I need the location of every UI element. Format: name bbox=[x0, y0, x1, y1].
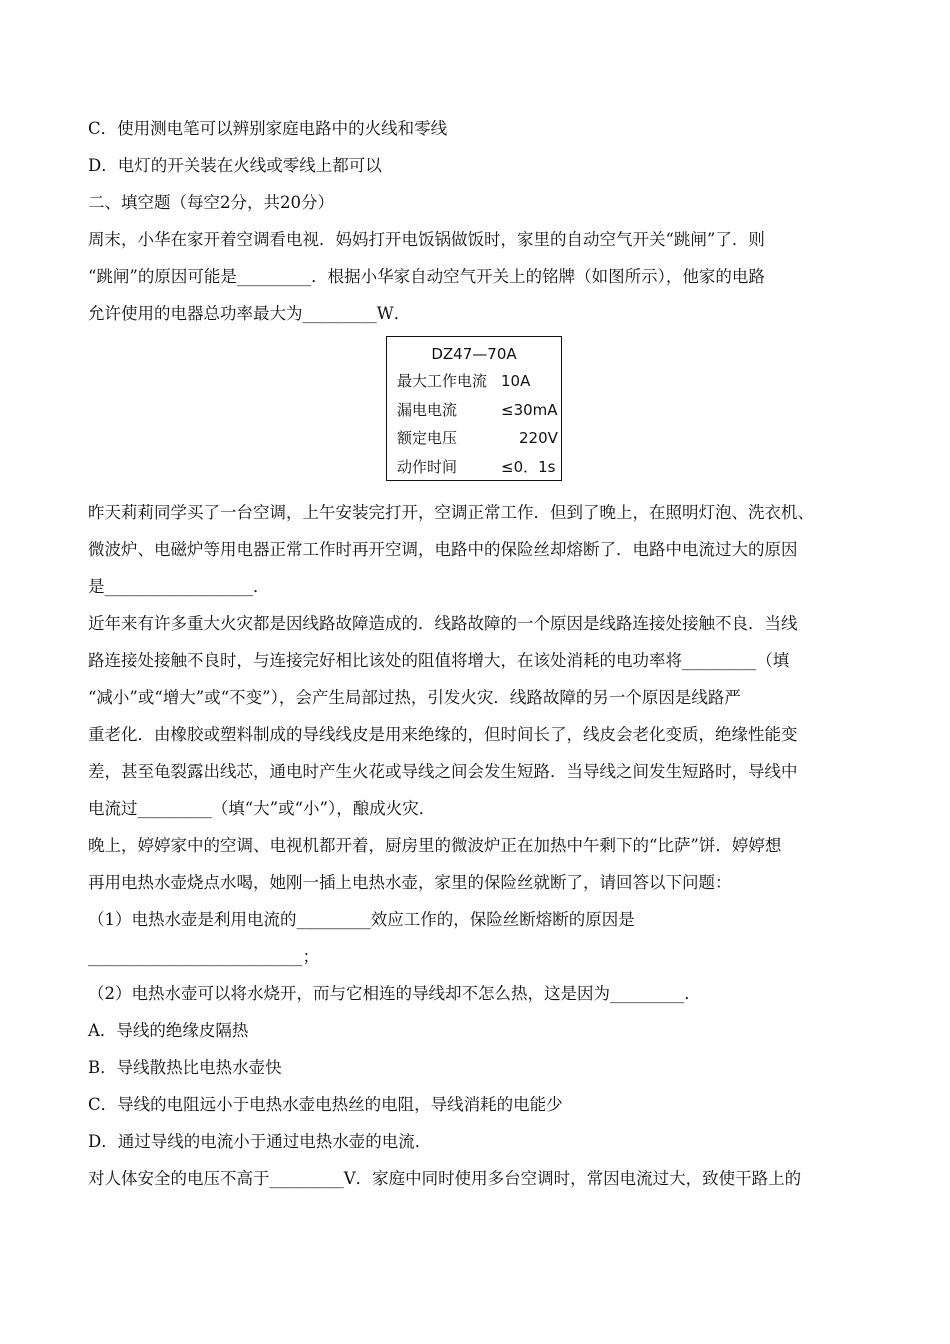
nameplate-value: 10A bbox=[501, 372, 531, 390]
option-d-line: D．通过导线的电流小于通过电热水壶的电流． bbox=[88, 1132, 432, 1151]
nameplate-label: 额定电压 bbox=[397, 429, 458, 447]
question-2-line-1: 昨天莉莉同学买了一台空调，上午安装完打开，空调正常工作．但到了晚上，在照明灯泡、洗衣机、 bbox=[88, 503, 814, 522]
question-3-line-2: 路连接处接触不良时，与连接完好相比该处的阻值将增大，在该处消耗的电功率将_________（填 bbox=[88, 651, 790, 670]
bottom-text-block bbox=[88, 494, 888, 1197]
question-2-line-2: 微波炉、电磁炉等用电器正常工作时再开空调，电路中的保险丝却熔断了．电路中电流过大的原因 bbox=[88, 540, 798, 559]
nameplate-figure bbox=[88, 332, 888, 492]
question-3-line-1: 近年来有许多重大火灾都是因线路故障造成的．线路故障的一个原因是线路连接处接触不良．当线 bbox=[88, 614, 798, 633]
question-4-line-2: 再用电热水壶烧点水喝，她刚一插上电热水壶，家里的保险丝就断了，请回答以下问题： bbox=[88, 873, 732, 892]
nameplate-value: 220V bbox=[519, 429, 558, 447]
question-4-part-1-blank: __________________________； bbox=[88, 947, 319, 966]
question-1-line-2: “跳闸”的原因可能是_________．根据小华家自动空气开关上的铭牌（如图所示），他家的电路 bbox=[88, 267, 765, 286]
nameplate-title: DZ47—70A bbox=[431, 345, 517, 363]
nameplate-row bbox=[397, 453, 561, 482]
nameplate-value: ≤0．1s bbox=[501, 457, 556, 476]
question-4-line-1: 晚上，婷婷家中的空调、电视机都开着，厨房里的微波炉正在加热中午剩下的“比萨”饼．婷婷想 bbox=[88, 836, 782, 855]
option-c-line: C．使用测电笔可以辨别家庭电路中的火线和零线 bbox=[88, 119, 448, 138]
option-b-line: B．导线散热比电热水壶快 bbox=[88, 1058, 282, 1077]
nameplate-label: 动作时间 bbox=[397, 457, 458, 476]
nameplate-value: ≤30mA bbox=[501, 400, 558, 419]
option-a-line: A．导线的绝缘皮隔热 bbox=[88, 1021, 249, 1040]
question-1-line-1: 周末，小华在家开着空调看电视．妈妈打开电饭锅做饭时，家里的自动空气开关“跳闸”了．则 bbox=[88, 230, 765, 249]
option-d-line: D．电灯的开关装在火线或零线上都可以 bbox=[88, 156, 382, 175]
top-text-block bbox=[88, 110, 888, 332]
question-3-line-6: 电流过_________（填“大”或“小”），酿成火灾． bbox=[88, 799, 436, 818]
question-4-part-2: （2）电热水壶可以将水烧开，而与它相连的导线却不怎么热，这是因为_________． bbox=[88, 984, 701, 1003]
nameplate-row bbox=[397, 367, 561, 396]
question-3-line-3: “减小”或“增大”或“不变”），会产生局部过热，引发火灾．线路故障的另一个原因是线路严 bbox=[88, 688, 741, 707]
breaker-nameplate bbox=[386, 336, 562, 481]
question-3-line-5: 差，甚至龟裂露出线芯，通电时产生火花或导线之间会发生短路．当导线之间发生短路时，导线中 bbox=[88, 762, 798, 781]
question-3-line-4: 重老化．由橡胶或塑料制成的导线线皮是用来绝缘的，但时间长了，线皮会老化变质，绝缘性能变 bbox=[88, 725, 798, 744]
question-4-part-1: （1）电热水壶是利用电流的_________效应工作的，保险丝断熔断的原因是 bbox=[88, 910, 635, 929]
section-heading: 二、填空题（每空2分，共20分） bbox=[88, 193, 334, 212]
question-1-line-3: 允许使用的电器总功率最大为_________W． bbox=[88, 304, 411, 323]
nameplate-row bbox=[397, 424, 561, 453]
option-c-line: C．导线的电阻远小于电热水壶电热丝的电阻，导线消耗的电能少 bbox=[88, 1095, 563, 1114]
nameplate-label: 漏电电流 bbox=[397, 400, 458, 419]
question-2-line-3: 是__________________． bbox=[88, 577, 270, 596]
question-5-line-1: 对人体安全的电压不高于_________V．家庭中同时使用多台空调时，常因电流过大，致使干路上的 bbox=[88, 1169, 802, 1188]
nameplate-row bbox=[397, 396, 561, 425]
document-page bbox=[88, 110, 888, 1197]
nameplate-label: 最大工作电流 bbox=[397, 372, 488, 390]
